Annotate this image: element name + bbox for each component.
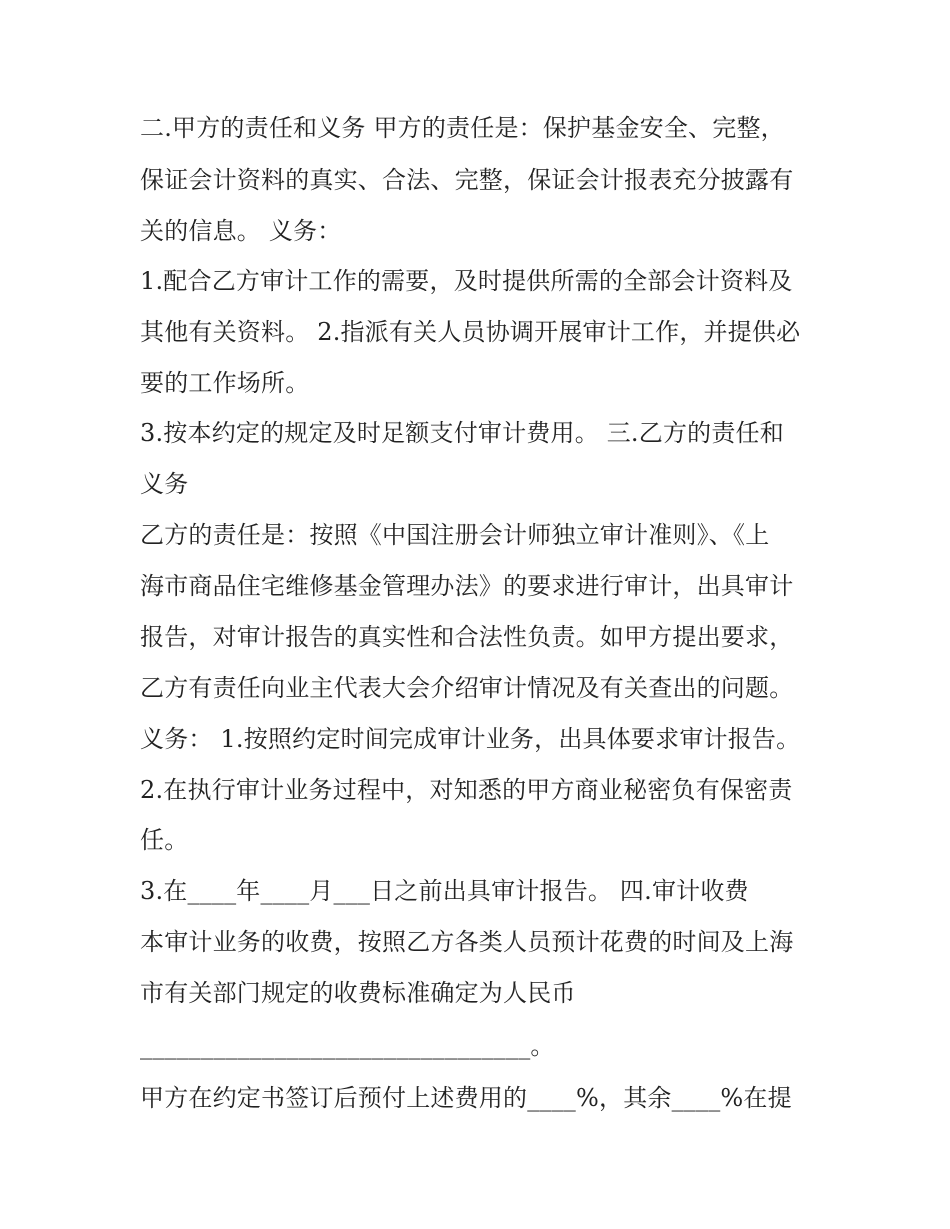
text-line: 3.按本约定的规定及时足额支付审计费用。 三.乙方的责任和 [140,419,784,447]
text-line: 海市商品住宅维修基金管理办法》的要求进行审计，出具审计 [140,572,794,600]
text-line: 要的工作场所。 [140,369,310,397]
text-line: 其他有关资料。 2.指派有关人员协调开展审计工作，并提供必 [140,318,801,346]
text-line: 乙方有责任向业主代表大会介绍审计情况及有关查出的问题。 [140,674,794,702]
text-line: 甲方在约定书签订后预付上述费用的____%，其余____%在提 [140,1084,792,1112]
text-line: 2.在执行审计业务过程中，对知悉的甲方商业秘密负有保密责 [140,776,793,804]
text-line: 乙方的责任是：按照《中国注册会计师独立审计准则》、《上 [140,521,770,549]
text-line: 保证会计资料的真实、合法、完整，保证会计报表充分披露有 [140,166,794,194]
text-line: 报告，对审计报告的真实性和合法性负责。如甲方提出要求， [140,623,794,651]
text-line: 关的信息。 义务： [140,217,342,245]
text-line: 市有关部门规定的收费标准确定为人民币 [140,979,576,1007]
text-line: 义务 [140,470,189,498]
text-line: 1.配合乙方审计工作的需要，及时提供所需的全部会计资料及 [140,267,793,295]
text-line: 二.甲方的责任和义务 甲方的责任是：保护基金安全、完整， [140,114,785,142]
text-line: 任。 [140,826,189,854]
text-line: 3.在____年____月___日之前出具审计报告。 四.审计收费 [140,877,749,905]
text-line: 本审计业务的收费，按照乙方各类人员预计花费的时间及上海 [140,928,794,956]
text-line: ________________________________。 [140,1032,555,1060]
text-line: 义务： 1.按照约定时间完成审计业务，出具体要求审计报告。 [140,725,801,753]
